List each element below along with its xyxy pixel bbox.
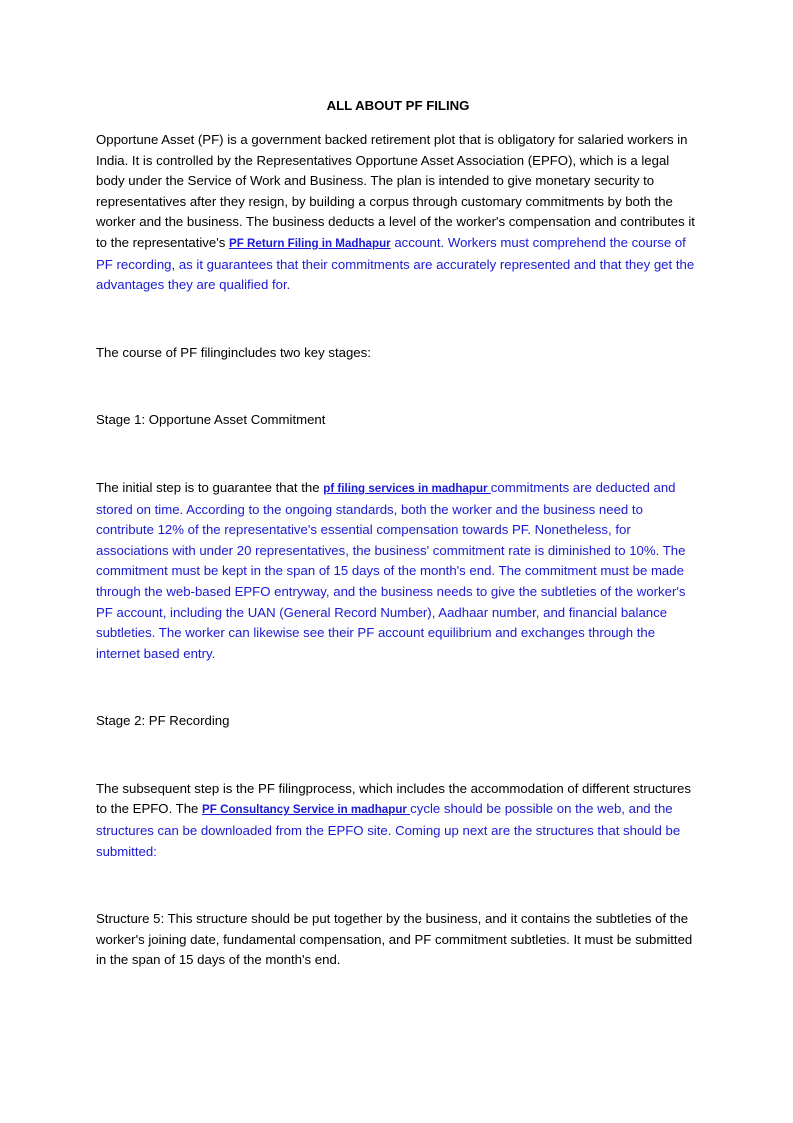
stage2-text-continued: cycle should be possible on the web, and the structures can be downloaded from the EPFO site. Coming up next are the structures that should be submitted: <box>96 801 681 859</box>
pf-consultancy-service-link[interactable]: PF Consultancy Service in madhapur <box>202 803 411 817</box>
intro-paragraph <box>96 130 700 296</box>
intro-text: Opportune Asset (PF) is a government backed retirement plot that is obligatory for salaried workers in India. It is controlled by the Representatives Opportune Asset Association (EPFO), which is a legal body under the Service of Work and Business. The plan is intended to give monetary security to representatives after they resign, by building a corpus through customary commitments by both the worker and the business. The business deducts a level of the worker's compensation and contributes it to the representative's <box>96 132 695 250</box>
stage1-heading: Stage 1: Opportune Asset Commitment <box>96 412 326 428</box>
pf-filing-services-link[interactable]: pf filing services in madhapur <box>323 481 491 495</box>
stage2-paragraph <box>96 779 700 862</box>
pf-return-filing-link[interactable]: PF Return Filing in Madhapur <box>229 236 391 250</box>
stage2-text: The subsequent step is the PF filingprocess, which includes the accommodation of different structures to the EPFO. The <box>96 780 691 817</box>
intro-text-continued: account. Workers must comprehend the course of PF recording, as it guarantees that their commitments are accurately represented and that they get the advantages they are qualified for. <box>96 234 695 293</box>
stage2-heading: Stage 2: PF Recording <box>96 713 230 729</box>
stage1-text-continued: commitments are deducted and stored on time. According to the ongoing standards, both the worker and the business need to contribute 12% of the representative's essential compensation towards PF. Nonetheless, for associations with under 20 representatives, the business' commitment rate is diminished to 10%. The commitment must be kept in the span of 15 days of the month's end. The commitment must be made through the web-based EPFO entryway, and the business needs to give the subtleties of the worker's PF account, including the UAN (General Record Number), Aadhaar number, and financial balance subtleties. The worker can likewise see their PF account equilibrium and exchanges through the internet based entry. <box>96 479 686 661</box>
stage1-text: The initial step is to guarantee that the <box>96 479 324 495</box>
structure5-paragraph: Structure 5: This structure should be put together by the business, and it contains the subtleties of the worker's joining date, fundamental compensation, and PF commitment subtleties. It must be submitted in the span of 15 days of the month's end. <box>96 911 693 968</box>
stage1-paragraph <box>96 478 700 664</box>
document-title: ALL ABOUT PF FILING <box>326 98 470 113</box>
document-page <box>96 96 700 971</box>
stages-intro: The course of PF filingincludes two key stages: <box>96 344 371 360</box>
